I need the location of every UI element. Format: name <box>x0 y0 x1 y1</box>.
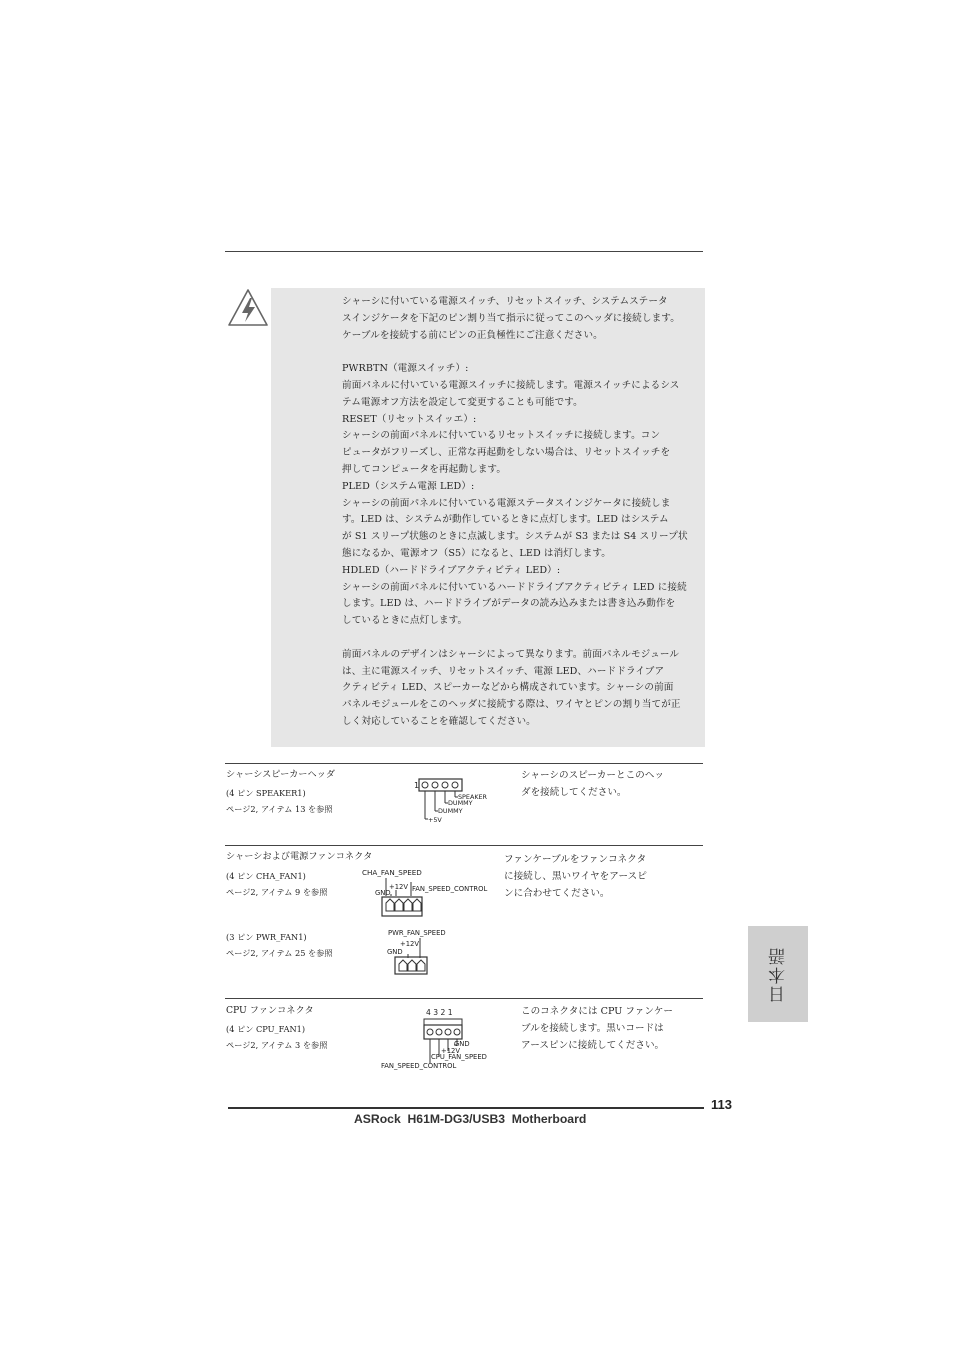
note-text: シャーシに付いている電源スイッチ、リセットスイッチ、システムステータ スインジケータを下記のピン割り当て指示に従ってこのヘッダに接続します。 ケーブルを接続する前にピンの正負極性にご注意ください。 PWRBTN（電源スイッチ）: 前面パネルに付いている電源スイッチに接続します。電源スイッチによるシス テム電源オフ方法を設定して変更することも可能です。 RESET（リセットスイッエ）: シャーシの前面パネルに付いているリセットスイッチに接続します。コン ピュータがフリーズし、正常な再起動をしない場合は、リセットスイッチを 押してコンピュータを再起動します。 PLED（システム電源 LED）: シャーシの前面パネルに付いている電源ステータスインジケータに接続しま す。LED は、システムが動作しているときに点灯します。LED はシステム が S1 スリープ状態のときに点滅します。システムが S3 または S4 スリープ状 態になるか、電源オフ（S5）になると、LED は消灯します。 HDLED（ハードドライブアクティビティ LED）: シャーシの前面パネルに付いているハードドライブアクティビティ LED に接続 します。LED は、ハードドライブがデータの読み込みまたは書き込み動作を しているときに点灯します。 前面パネルのデザインはシャーシによって異なります。前面パネルモジュール は、主に電源スイッチ、リセットスイッチ、電源 LED、ハードドライブア クティビティ LED、スピーカーなどから構成されています。シャーシの前面 パネルモジュールをこのヘッダに接続する際は、ワイヤとピンの割り当てが正 しく対応していることを確認してください。 <box>342 296 688 727</box>
cpu-fan-label-speed: CPU_FAN_SPEED <box>431 1053 487 1061</box>
speaker-label-dummy-2: DUMMY <box>438 807 463 815</box>
speaker-pin-diagram <box>412 775 504 827</box>
footer-rule <box>228 1107 704 1109</box>
cha-fan-label-control: FAN_SPEED_CONTROL <box>412 885 488 893</box>
cpu-fan-label-gnd: GND <box>454 1040 470 1048</box>
cpu-fan-title: CPU ファンコネクタ <box>226 1005 314 1016</box>
pwr-fan-label-speed: PWR_FAN_SPEED <box>388 929 446 937</box>
cpu-fan-pins: (4 ピン CPU_FAN1) <box>226 1024 306 1034</box>
speaker-label-5v: +5V <box>428 816 442 824</box>
speaker-pins: (4 ピン SPEAKER1) <box>226 788 306 798</box>
cha-fan-label-gnd: GND <box>375 889 391 897</box>
language-side-tab <box>748 926 808 1022</box>
speaker-title: シャーシスピーカーヘッダ <box>226 769 336 780</box>
cha-fan-ref: ページ2, アイテム 9 を参照 <box>226 887 328 897</box>
language-side-tab-label: 日本語 <box>768 945 789 1003</box>
page-number: 113 <box>711 1097 732 1112</box>
cha-fan-pin-diagram <box>362 866 498 920</box>
cpu-fan-label-control: FAN_SPEED_CONTROL <box>381 1062 457 1070</box>
speaker-pin1-label: 1 <box>414 781 420 790</box>
cpu-fan-desc: このコネクタには CPU ファンケー ブルを接続します。黒いコードは アースピンに接続してください。 <box>521 1006 673 1051</box>
pwr-fan-pin-diagram <box>386 926 456 976</box>
speaker-label-speaker: SPEAKER <box>458 793 487 801</box>
cpu-fan-pin-diagram <box>380 1005 500 1071</box>
fan-desc: ファンケーブルをファンコネクタ に接続し、黒いワイヤをアースピ ンに合わせてください。 <box>504 854 647 899</box>
fan-section-rule <box>225 845 703 846</box>
warning-triangle-icon <box>227 288 269 328</box>
pwr-fan-pins: (3 ピン PWR_FAN1) <box>226 932 307 942</box>
pwr-fan-label-12v: +12V <box>400 940 419 948</box>
footer-title: ASRock H61M-DG3/USB3 Motherboard <box>354 1112 587 1126</box>
cha-fan-pins: (4 ピン CHA_FAN1) <box>226 871 306 881</box>
speaker-ref: ページ2, アイテム 13 を参照 <box>226 804 333 814</box>
speaker-section-rule <box>225 763 703 764</box>
cpu-fan-label-12v: +12V <box>441 1047 460 1055</box>
top-rule <box>225 251 703 252</box>
pwr-fan-ref: ページ2, アイテム 25 を参照 <box>226 948 333 958</box>
speaker-desc: シャーシのスピーカーとこのヘッ ダを接続してください。 <box>521 770 664 798</box>
cpu-fan-pin-numbers: 4 3 2 1 <box>426 1008 453 1017</box>
speaker-label-dummy-1: DUMMY <box>448 799 473 807</box>
cpu-fan-ref: ページ2, アイテム 3 を参照 <box>226 1040 328 1050</box>
cha-fan-label-12v: +12V <box>389 883 408 891</box>
cpu-section-rule <box>225 998 703 999</box>
pwr-fan-label-gnd: GND <box>387 948 403 956</box>
fan-title: シャーシおよび電源ファンコネクタ <box>226 851 373 862</box>
cha-fan-label-speed: CHA_FAN_SPEED <box>362 868 422 877</box>
